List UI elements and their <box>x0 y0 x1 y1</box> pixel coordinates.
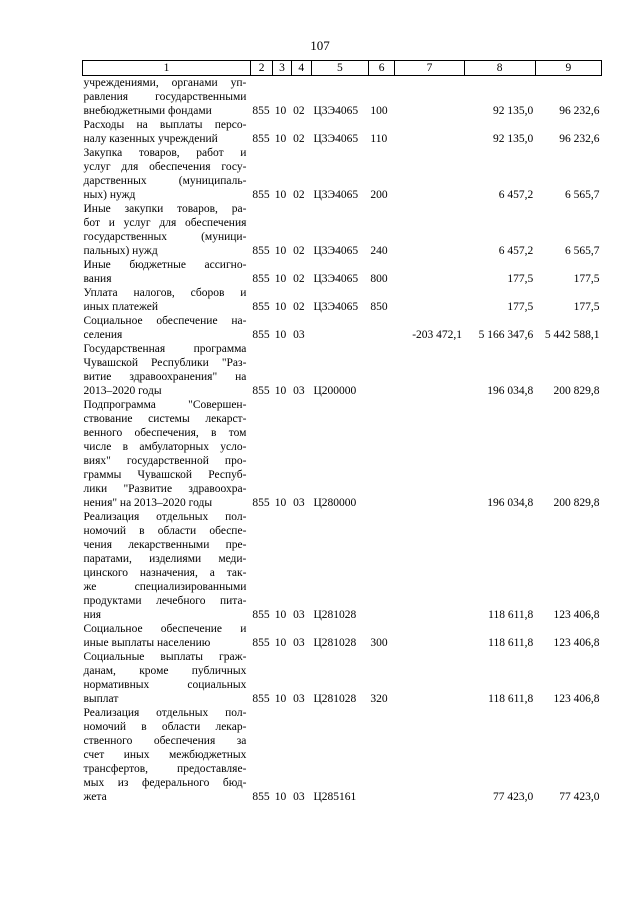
amount-change <box>395 622 464 650</box>
row-name <box>83 650 251 706</box>
section-code: 10 <box>274 301 287 313</box>
ministry-code: 855 <box>252 105 270 117</box>
row-name-line: ных) нужд <box>83 189 136 201</box>
row-name-line: Социальные выплаты граж- <box>83 651 247 663</box>
row-name <box>83 314 251 342</box>
table-header <box>83 61 602 76</box>
header-row <box>83 61 602 76</box>
section-code: 10 <box>274 497 287 509</box>
section-code: 10 <box>274 105 287 117</box>
budget-table <box>82 60 602 804</box>
amount-year-1: 5 166 347,6 <box>478 329 534 341</box>
amount-year-2: 6 565,7 <box>565 245 600 257</box>
amount-year-1: 92 135,0 <box>493 105 534 117</box>
subsection-code: 03 <box>293 791 305 803</box>
row-name-line: нения" на 2013–2020 годы <box>83 497 213 509</box>
section-code: 10 <box>274 693 287 705</box>
row-name <box>83 118 251 146</box>
amount-year-1: 177,5 <box>507 273 534 285</box>
header-col-6: 6 <box>368 61 394 76</box>
header-col-3: 3 <box>273 61 291 76</box>
table-row <box>83 650 602 706</box>
subsection-code: 03 <box>293 385 305 397</box>
amount-change: -203 472,1 <box>412 329 463 341</box>
subsection-code: 03 <box>293 609 305 621</box>
ministry-code: 855 <box>252 329 270 341</box>
row-name-line: Расходы на выплаты персо- <box>83 119 247 131</box>
header-col-1: 1 <box>83 61 251 76</box>
row-name-line: числе в амбулаторных усло- <box>83 441 247 453</box>
row-name-line: же специализированными <box>83 581 247 593</box>
table-body <box>83 76 602 805</box>
row-name-line: чения лекарственными пре- <box>83 539 247 551</box>
row-name-line: Уплата налогов, сборов и <box>83 287 247 299</box>
amount-year-1: 196 034,8 <box>487 385 534 397</box>
row-name <box>83 342 251 398</box>
section-code: 10 <box>274 273 287 285</box>
row-name-line: вания <box>83 273 112 285</box>
expense-type-code: 850 <box>370 301 388 313</box>
subsection-code: 03 <box>293 497 305 509</box>
target-article-code: Ц3Э4065 <box>313 189 359 201</box>
row-name-line: учреждениями, органами уп- <box>83 77 247 89</box>
amount-year-1: 92 135,0 <box>493 133 534 145</box>
row-name-line: номочий в области лекар- <box>83 721 247 733</box>
ministry-code: 855 <box>252 273 270 285</box>
expense-type-code <box>368 510 394 622</box>
amount-change <box>395 286 464 314</box>
row-name-line: бот и услуг для обеспечения <box>83 217 247 229</box>
table-row <box>83 314 602 342</box>
row-name-line: Реализация отдельных пол- <box>83 511 247 523</box>
amount-year-2: 96 232,6 <box>559 105 600 117</box>
amount-change <box>395 706 464 804</box>
row-name-line: продуктами лечебного пита- <box>83 595 247 607</box>
target-article-code: Ц3Э4065 <box>313 301 359 313</box>
header-col-4: 4 <box>291 61 311 76</box>
row-name <box>83 258 251 286</box>
row-name <box>83 510 251 622</box>
target-article-code: Ц285161 <box>313 791 357 803</box>
subsection-code: 03 <box>293 637 305 649</box>
row-name-line: дарственных (муниципаль- <box>83 175 247 187</box>
amount-change <box>395 76 464 119</box>
row-name-line: Иные бюджетные ассигно- <box>83 259 247 271</box>
table-row <box>83 118 602 146</box>
section-code: 10 <box>274 133 287 145</box>
row-name-line: селения <box>83 329 123 341</box>
amount-change <box>395 650 464 706</box>
row-name-line: венного обеспечения, в том <box>83 427 247 439</box>
row-name <box>83 202 251 258</box>
header-col-2: 2 <box>250 61 272 76</box>
row-name-line: паратами, изделиями меди- <box>83 553 247 565</box>
subsection-code: 02 <box>293 301 305 313</box>
subsection-code: 02 <box>293 273 305 285</box>
header-col-5: 5 <box>311 61 368 76</box>
expense-type-code <box>368 342 394 398</box>
expense-type-code: 800 <box>370 273 388 285</box>
target-article-code: Ц3Э4065 <box>313 273 359 285</box>
row-name-line: граммы Чувашской Респуб- <box>83 469 247 481</box>
table-row <box>83 706 602 804</box>
amount-year-1: 77 423,0 <box>493 791 534 803</box>
amount-year-2: 6 565,7 <box>565 189 600 201</box>
ministry-code: 855 <box>252 245 270 257</box>
header-col-7: 7 <box>395 61 464 76</box>
amount-year-2: 177,5 <box>573 273 600 285</box>
subsection-code: 03 <box>293 329 305 341</box>
amount-year-1: 6 457,2 <box>498 189 534 201</box>
amount-change <box>395 510 464 622</box>
expense-type-code: 200 <box>370 189 388 201</box>
expense-type-code: 300 <box>370 637 388 649</box>
subsection-code: 02 <box>293 105 305 117</box>
row-name-line: Иные закупки товаров, ра- <box>83 203 247 215</box>
section-code: 10 <box>274 329 287 341</box>
header-col-9: 9 <box>535 61 601 76</box>
row-name-line: ствование системы лекарст- <box>83 413 247 425</box>
amount-year-1: 118 611,8 <box>488 609 534 621</box>
section-code: 10 <box>274 637 287 649</box>
row-name-line: мых из федерального бюд- <box>83 777 247 789</box>
row-name <box>83 706 251 804</box>
row-name-line: внебюджетными фондами <box>83 105 212 117</box>
row-name-line: нормативных социальных <box>83 679 247 691</box>
table-row <box>83 622 602 650</box>
header-col-8: 8 <box>464 61 535 76</box>
section-code: 10 <box>274 791 287 803</box>
row-name-line: трансфертов, предоставляе- <box>83 763 247 775</box>
ministry-code: 855 <box>252 693 270 705</box>
table-row <box>83 258 602 286</box>
row-name-line: иные выплаты населению <box>83 637 211 649</box>
row-name-line: ния <box>83 609 102 621</box>
row-name-line: цинского назначения, а так- <box>83 567 247 579</box>
table-row <box>83 76 602 119</box>
row-name-line: ственного обеспечения за <box>83 735 247 747</box>
expense-type-code <box>368 314 394 342</box>
section-code: 10 <box>274 385 287 397</box>
target-article-code: Ц3Э4065 <box>313 133 359 145</box>
expense-type-code: 110 <box>370 133 388 145</box>
row-name-line: Подпрограмма "Совершен- <box>83 399 247 411</box>
subsection-code: 02 <box>293 133 305 145</box>
target-article-code: Ц281028 <box>313 609 357 621</box>
amount-change <box>395 118 464 146</box>
row-name <box>83 398 251 510</box>
target-article-code: Ц281028 <box>313 637 357 649</box>
target-article-code: Ц280000 <box>313 497 357 509</box>
amount-change <box>395 146 464 202</box>
row-name-line: иных платежей <box>83 301 159 313</box>
row-name-line: Государственная программа <box>83 343 247 355</box>
row-name-line: лики "Развитие здравоохра- <box>83 483 247 495</box>
expense-type-code <box>368 398 394 510</box>
ministry-code: 855 <box>252 301 270 313</box>
page-number: 107 <box>310 38 330 53</box>
expense-type-code <box>368 706 394 804</box>
subsection-code: 03 <box>293 693 305 705</box>
ministry-code: 855 <box>252 791 270 803</box>
row-name-line: равления государственными <box>83 91 247 103</box>
expense-type-code: 320 <box>370 693 388 705</box>
ministry-code: 855 <box>252 189 270 201</box>
amount-change <box>395 258 464 286</box>
target-article-code: Ц3Э4065 <box>313 105 359 117</box>
amount-year-2: 200 829,8 <box>553 385 600 397</box>
row-name <box>83 286 251 314</box>
target-article-code: Ц3Э4065 <box>313 245 359 257</box>
row-name-line: пальных) нужд <box>83 245 158 257</box>
expense-type-code: 100 <box>370 105 388 117</box>
amount-year-1: 177,5 <box>507 301 534 313</box>
table-row <box>83 146 602 202</box>
amount-year-2: 200 829,8 <box>553 497 600 509</box>
amount-change <box>395 202 464 258</box>
row-name <box>83 622 251 650</box>
table-row <box>83 510 602 622</box>
row-name-line: Закупка товаров, работ и <box>83 147 247 159</box>
amount-change <box>395 342 464 398</box>
row-name-line: Реализация отдельных пол- <box>83 707 247 719</box>
row-name-line: государственных (муници- <box>83 231 247 243</box>
amount-year-2: 77 423,0 <box>559 791 600 803</box>
section-code: 10 <box>274 245 287 257</box>
row-name-line: Чувашской Республики "Раз- <box>83 357 247 369</box>
row-name <box>83 146 251 202</box>
ministry-code: 855 <box>252 497 270 509</box>
amount-year-1: 118 611,8 <box>488 637 534 649</box>
row-name-line: Социальное обеспечение на- <box>83 315 247 327</box>
target-article-code: Ц200000 <box>313 385 357 397</box>
row-name-line: услуг для обеспечения госу- <box>83 161 247 173</box>
amount-year-1: 118 611,8 <box>488 693 534 705</box>
row-name-line: витие здравоохранения" на <box>83 371 247 383</box>
row-name-line: 2013–2020 годы <box>83 385 162 397</box>
amount-year-2: 5 442 588,1 <box>544 329 600 341</box>
ministry-code: 855 <box>252 609 270 621</box>
table-row <box>83 342 602 398</box>
target-article-code: Ц281028 <box>313 693 357 705</box>
row-name-line: налу казенных учреждений <box>83 133 218 145</box>
row-name-line: счет иных межбюджетных <box>83 749 247 761</box>
table-row <box>83 202 602 258</box>
amount-year-2: 96 232,6 <box>559 133 600 145</box>
amount-year-1: 6 457,2 <box>498 245 534 257</box>
row-name-line: номочий в области обеспе- <box>83 525 247 537</box>
subsection-code: 02 <box>293 245 305 257</box>
amount-year-2: 123 406,8 <box>553 637 600 649</box>
row-name-line: виях" государственной про- <box>83 455 247 467</box>
target-article-code <box>311 314 368 342</box>
ministry-code: 855 <box>252 133 270 145</box>
row-name-line: данам, кроме публичных <box>83 665 247 677</box>
row-name-line: жета <box>83 791 107 803</box>
row-name-line: Социальное обеспечение и <box>83 623 247 635</box>
row-name <box>83 76 251 119</box>
amount-year-1: 196 034,8 <box>487 497 534 509</box>
ministry-code: 855 <box>252 385 270 397</box>
ministry-code: 855 <box>252 637 270 649</box>
amount-change <box>395 398 464 510</box>
section-code: 10 <box>274 189 287 201</box>
section-code: 10 <box>274 609 287 621</box>
expense-type-code: 240 <box>370 245 388 257</box>
table-row <box>83 286 602 314</box>
amount-year-2: 177,5 <box>573 301 600 313</box>
row-name-line: выплат <box>83 693 119 705</box>
subsection-code: 02 <box>293 189 305 201</box>
amount-year-2: 123 406,8 <box>553 609 600 621</box>
amount-year-2: 123 406,8 <box>553 693 600 705</box>
table-row <box>83 398 602 510</box>
